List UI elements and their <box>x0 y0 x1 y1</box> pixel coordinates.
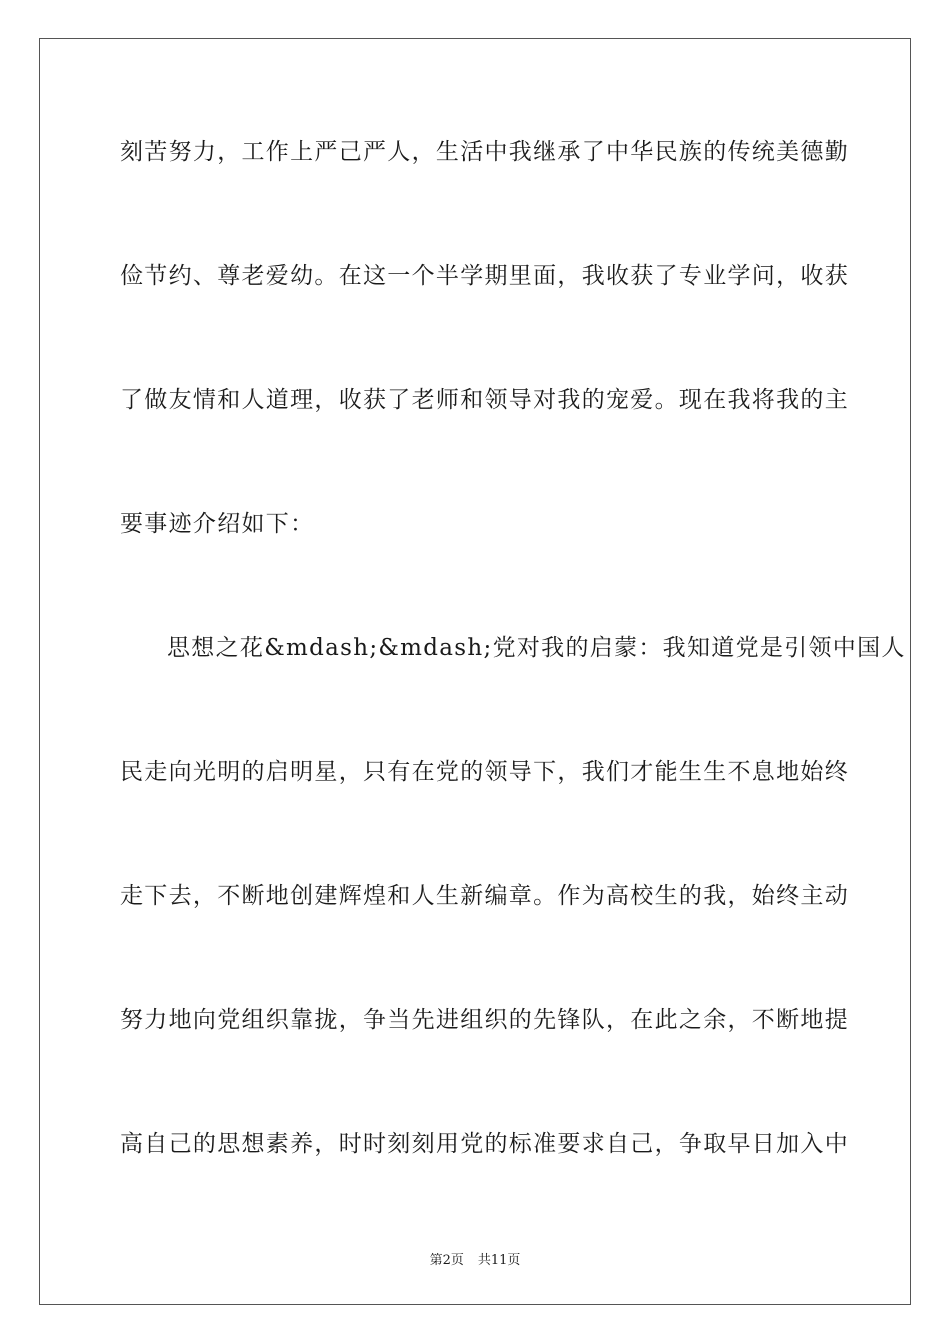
page-number: 第2页 <box>429 1253 464 1268</box>
paragraph-first-line: 思想之花&mdash;&mdash;党对我的启蒙：我知道党是引领中国人 <box>167 635 906 661</box>
document-page <box>39 38 911 1305</box>
text-line: 刻苦努力，工作上严己严人，生活中我继承了中华民族的传统美德勤 <box>120 139 849 165</box>
text-line: 了做友情和人道理，收获了老师和领导对我的宠爱。现在我将我的主 <box>120 387 849 413</box>
page-total: 共11页 <box>477 1253 521 1268</box>
text-line: 高自己的思想素养，时时刻刻用党的标准要求自己，争取早日加入中 <box>120 1131 849 1157</box>
text-line: 努力地向党组织靠拢，争当先进组织的先锋队，在此之余，不断地提 <box>120 1007 849 1033</box>
text-line: 要事迹介绍如下： <box>120 511 315 537</box>
text-line: 俭节约、尊老爱幼。在这一个半学期里面，我收获了专业学问，收获 <box>120 263 849 289</box>
text-line: 走下去，不断地创建辉煌和人生新编章。作为高校生的我，始终主动 <box>120 883 849 909</box>
page-footer <box>40 1249 910 1268</box>
text-line: 民走向光明的启明星，只有在党的领导下，我们才能生生不息地始终 <box>120 759 849 785</box>
